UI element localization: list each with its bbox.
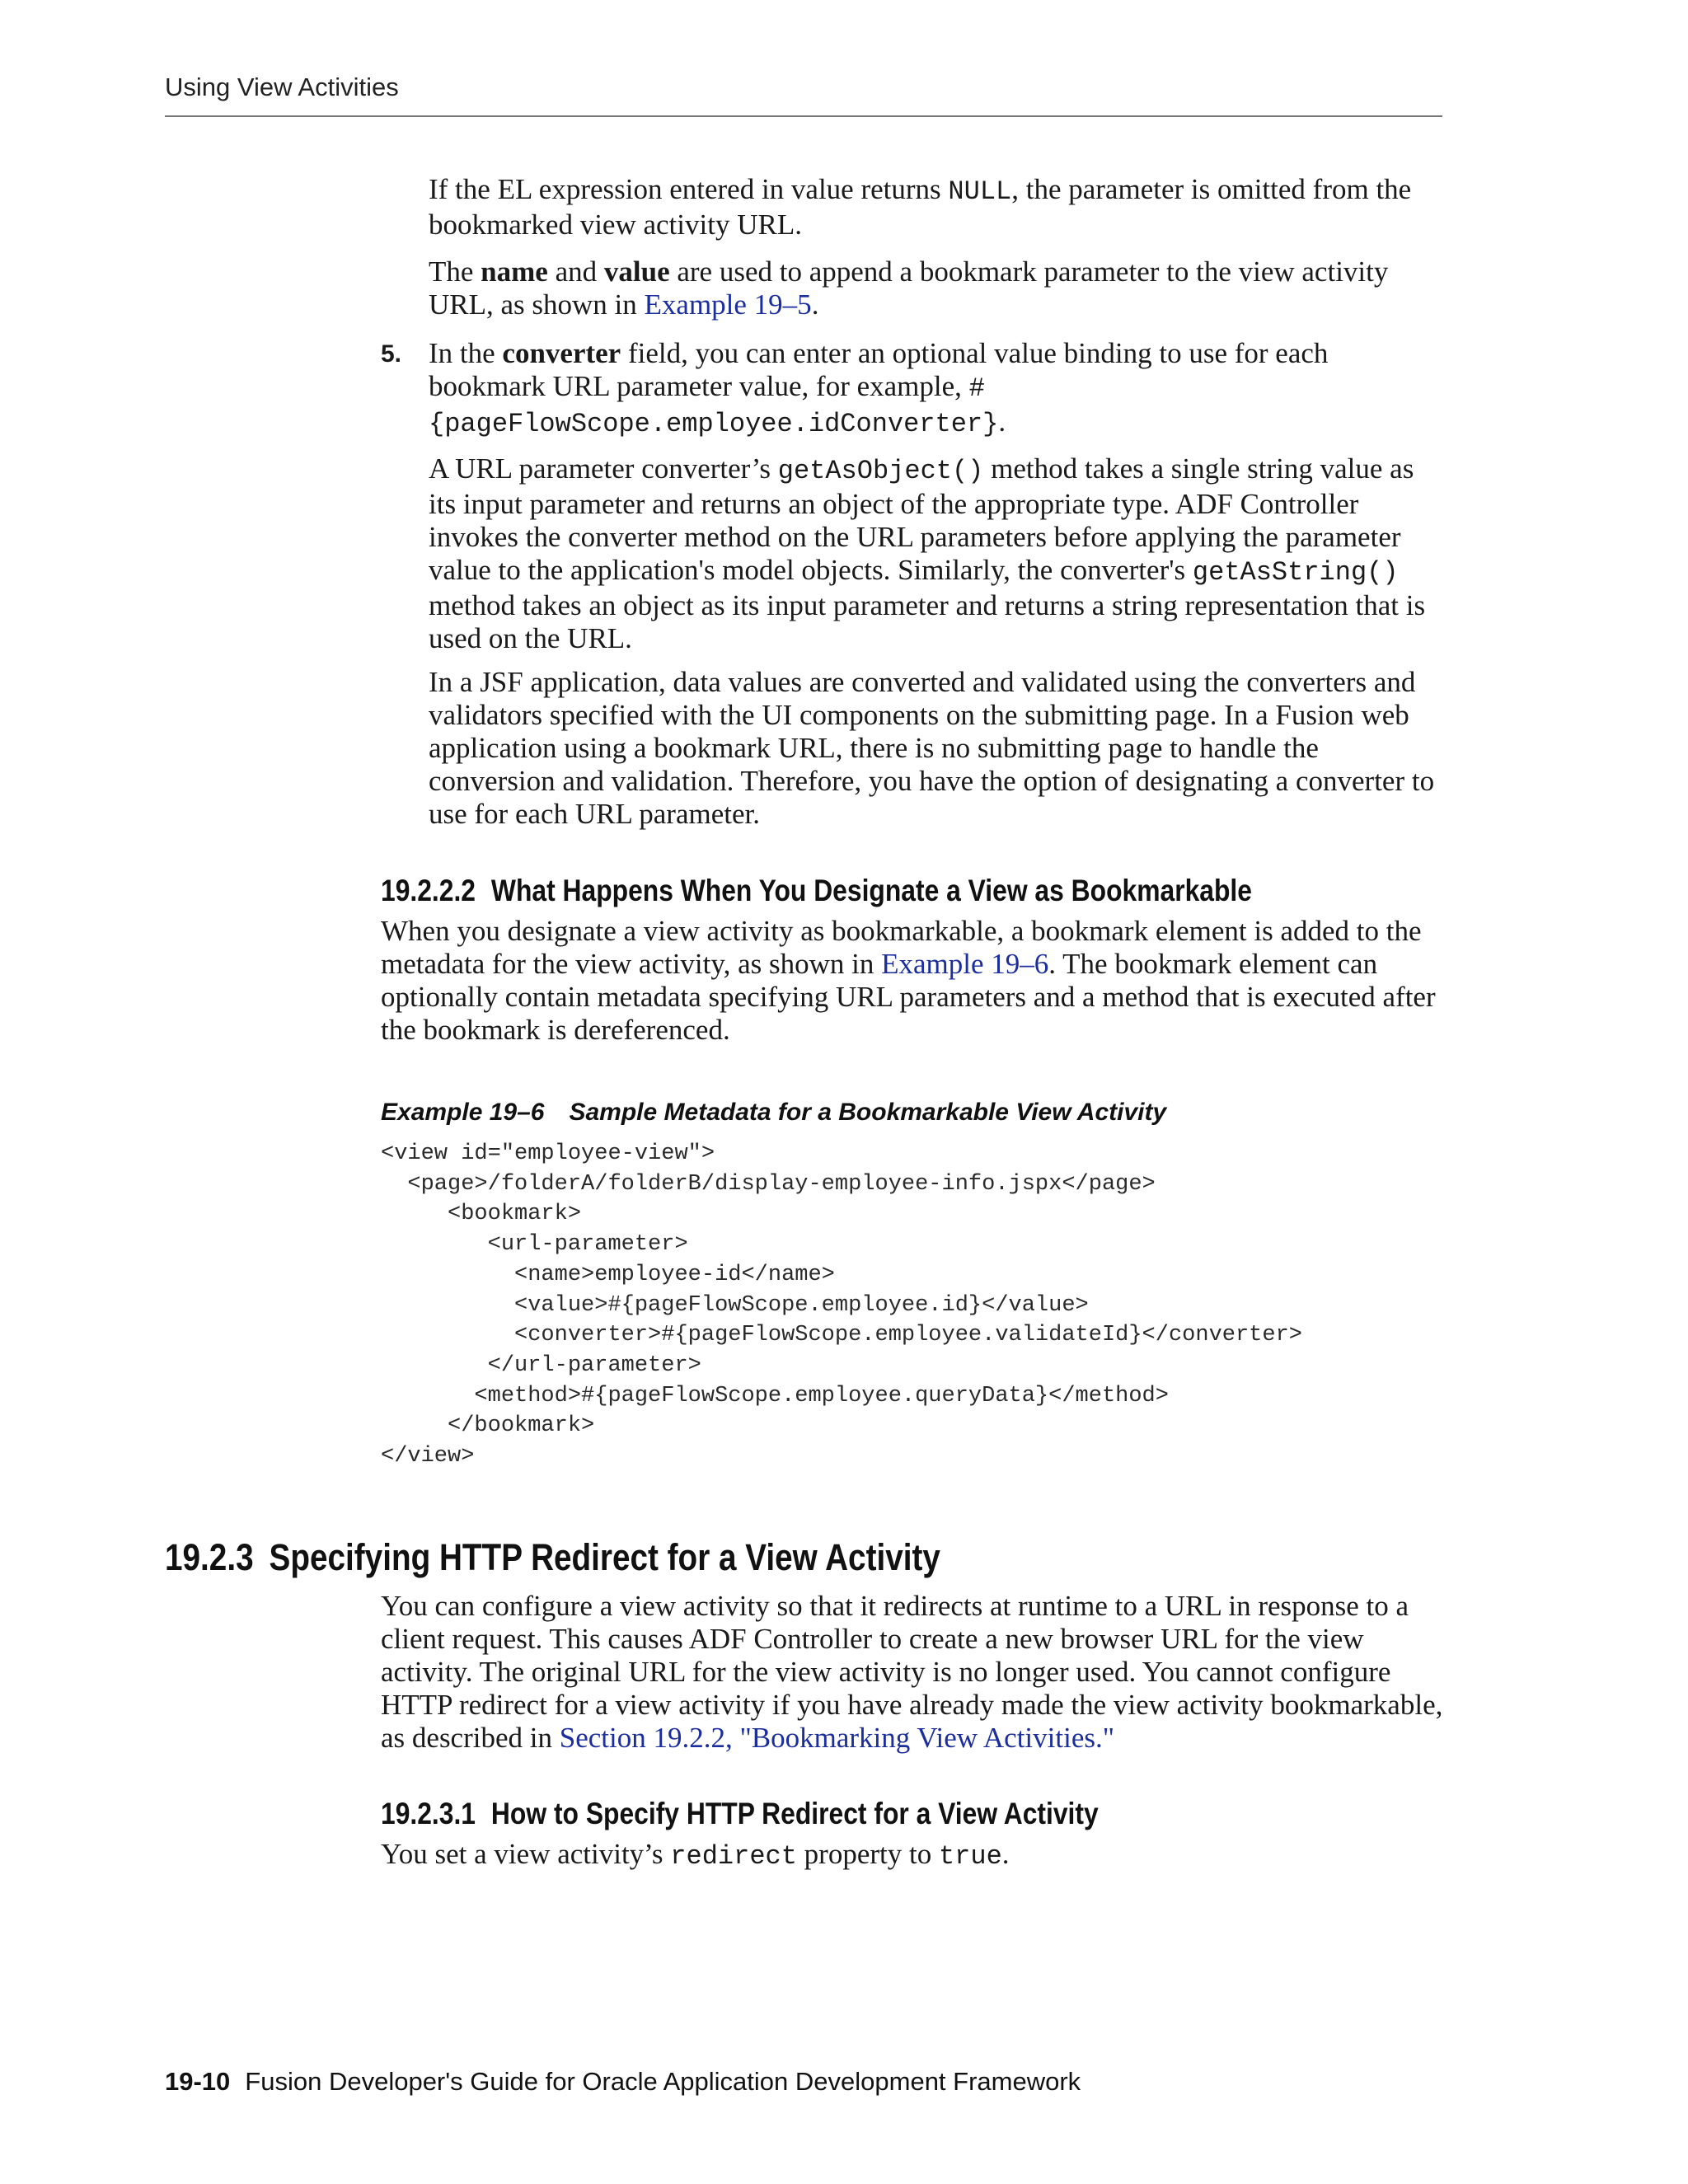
header-rule — [165, 115, 1442, 117]
inline-code-getasobject: getAsObject() — [777, 456, 984, 486]
inline-code-redirect: redirect — [670, 1841, 797, 1872]
code-line: </bookmark> — [381, 1413, 595, 1439]
inline-code-id-converter: #{pageFlowScope.employee.idConverter} — [429, 373, 999, 439]
step5-paragraph-jsf: In a JSF application, data values are converted and validated using the converters and validators specified with the UI components on the submitting page. In a Fusion web application using a bookmark URL, there is no submitting page to handle the conversion and validation. Therefore, you have the option of designating a converter to use for each URL parameter. — [429, 666, 1435, 830]
paragraph-bookmarkable-metadata: When you designate a view activity as bookmarkable, a bookmark element is added to the metadata for the view activity, as shown in Example 19–6. The bookmark element can optionally contain metadata specifying URL parameters and a method that is executed after the bookmark is dereferenced. — [381, 915, 1436, 1046]
heading-19-2-2-2: 19.2.2.2 What Happens When You Designate a View as Bookmarkable — [381, 874, 1252, 907]
footer-book-title: Fusion Developer's Guide for Oracle Application Development Framework — [245, 2067, 1081, 2096]
code-line: </url-parameter> — [381, 1352, 701, 1378]
inline-code-true: true — [938, 1841, 1002, 1872]
step4-paragraph-null: If the EL expression entered in value returns NULL, the parameter is omitted from the bookmarked view activity URL. — [429, 173, 1412, 241]
code-line: </view> — [381, 1444, 475, 1469]
inline-code-null: NULL — [948, 176, 1012, 207]
code-line: <bookmark> — [381, 1202, 582, 1227]
footer-page-number: 19-10 — [165, 2067, 231, 2096]
code-line: <method>#{pageFlowScope.employee.queryData}</method> — [381, 1383, 1169, 1408]
code-line: <view id="employee-view"> — [381, 1141, 715, 1166]
code-line: <converter>#{pageFlowScope.employee.validateId}</converter> — [381, 1323, 1302, 1348]
code-line: <page>/folderA/folderB/display-employee-info.jspx</page> — [381, 1171, 1156, 1197]
step-number-5: 5. — [381, 340, 402, 368]
paragraph-redirect-property: You set a view activity’s redirect property to true. — [381, 1838, 1010, 1872]
code-line: <url-parameter> — [381, 1232, 688, 1258]
link-example-19-5[interactable]: Example 19–5 — [644, 288, 812, 321]
code-example-19-6 — [381, 1139, 1302, 1472]
heading-19-2-3: 19.2.3 Specifying HTTP Redirect for a View Activity — [165, 1536, 940, 1578]
step4-paragraph-name-value: The name and value are used to append a bookmark parameter to the view activity URL, as shown in Example 19–5. — [429, 255, 1389, 321]
step5-paragraph-converter: In the converter field, you can enter an optional value binding to use for each bookmark URL parameter value, for example, #{pageFlowScope.employee.idConverter}. — [429, 337, 1329, 439]
paragraph-http-redirect: You can configure a view activity so that it redirects at runtime to a URL in response to a client request. This causes ADF Controller to create a new browser URL for the view activity. The original URL for the view activity is no longer used. You cannot configure HTTP redirect for a view activity if you have already made the view activity bookmarkable, as described in Section 19.2.2, "Bookmarking View Activities." — [381, 1590, 1443, 1754]
example-caption: Example 19–6 Sample Metadata for a Bookmarkable View Activity — [381, 1099, 1167, 1126]
heading-19-2-3-1: 19.2.3.1 How to Specify HTTP Redirect for a View Activity — [381, 1797, 1099, 1830]
inline-code-getasstring: getAsString() — [1192, 557, 1399, 588]
link-section-19-2-2[interactable]: Section 19.2.2, "Bookmarking View Activities." — [559, 1722, 1115, 1754]
running-header: Using View Activities — [165, 73, 399, 101]
link-example-19-6[interactable]: Example 19–6 — [881, 948, 1049, 980]
code-line: <value>#{pageFlowScope.employee.id}</value> — [381, 1292, 1089, 1318]
page-footer — [165, 2067, 1081, 2097]
step5-paragraph-getasobject: A URL parameter converter’s getAsObject() method takes a single string value as its input parameter and returns an object of the appropriate type. ADF Controller invokes the converter method on the URL parameters before applying the parameter value to the application's model objects. Similarly, the converter's getAsString() method takes an object as its input parameter and returns a string representation that is used on the URL. — [429, 452, 1426, 654]
code-line: <name>employee-id</name> — [381, 1262, 835, 1287]
